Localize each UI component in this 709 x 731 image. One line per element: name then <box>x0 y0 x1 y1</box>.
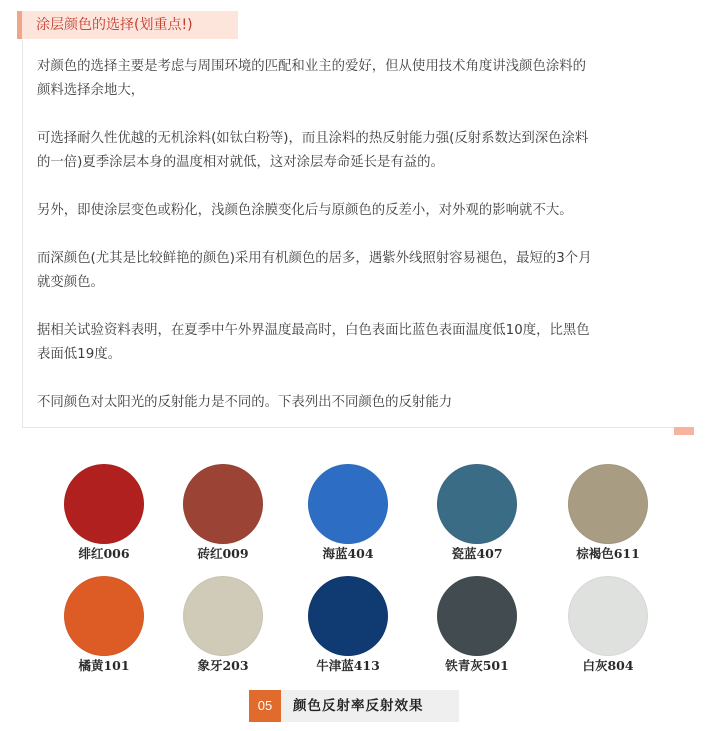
swatch-label: 白灰804 <box>582 658 634 673</box>
color-disc <box>308 464 388 544</box>
color-disc <box>437 576 517 656</box>
paragraph-1: 对颜色的选择主要是考虑与周围环境的匹配和业主的爱好，但从使用技术角度讲浅颜色涂料的 颜料选择余地大， <box>37 59 587 98</box>
swatch-item <box>419 570 539 680</box>
swatch-label: 象牙203 <box>197 658 249 673</box>
swatch-label: 棕褐色611 <box>576 546 640 561</box>
color-disc <box>64 464 144 544</box>
color-disc <box>183 576 263 656</box>
swatch-item <box>550 458 670 568</box>
color-disc <box>568 576 648 656</box>
swatch-item <box>419 458 539 568</box>
paragraph-2: 可选择耐久性优越的无机涂料(如钛白粉等)，而且涂料的热反射能力强(反射系数达到深色涂料 的一倍)夏季涂层本身的温度相对就低，这对涂层寿命延长是有益的。 <box>37 131 589 170</box>
swatch-label: 铁青灰501 <box>445 658 509 673</box>
swatch-label: 牛津蓝413 <box>316 658 380 673</box>
section-heading-text: 涂层颜色的选择(划重点!) <box>36 17 193 33</box>
swatch-item <box>46 458 166 568</box>
color-disc <box>183 464 263 544</box>
banner-number: 05 <box>249 690 281 722</box>
color-disc <box>568 464 648 544</box>
swatch-label: 砖红009 <box>197 546 249 561</box>
banner-title: 颜色反射率反射效果 <box>293 698 424 714</box>
banner-title-block <box>281 690 459 722</box>
swatch-label: 绯红006 <box>78 546 130 561</box>
swatch-item <box>165 570 285 680</box>
color-disc <box>437 464 517 544</box>
section-heading <box>17 11 238 39</box>
swatch-item <box>550 570 670 680</box>
paragraph-4: 而深颜色(尤其是比较鲜艳的颜色)采用有机颜色的居多，遇紫外线照射容易褪色，最短的3个月 就变颜色。 <box>37 251 592 290</box>
paragraph-5: 据相关试验资料表明，在夏季中午外界温度最高时，白色表面比蓝色表面温度低10度，比黑色 表面低19度。 <box>37 323 590 362</box>
swatch-item <box>290 458 410 568</box>
swatch-item <box>165 458 285 568</box>
paragraph-6: 不同颜色对太阳光的反射能力是不同的。下表列出不同颜色的反射能力 <box>37 395 453 410</box>
color-disc <box>308 576 388 656</box>
article-text-box <box>22 40 694 428</box>
swatch-item <box>46 570 166 680</box>
color-disc <box>64 576 144 656</box>
swatch-item <box>290 570 410 680</box>
section-banner <box>249 690 459 722</box>
swatch-label: 瓷蓝407 <box>451 546 503 561</box>
paragraph-3: 另外，即使涂层变色或粉化，浅颜色涂膜变化后与原颜色的反差小，对外观的影响就不大。 <box>37 203 573 218</box>
corner-accent <box>674 427 694 435</box>
swatch-label: 橘黄101 <box>78 658 130 673</box>
swatch-label: 海蓝404 <box>322 546 374 561</box>
color-swatch-panel <box>46 458 666 683</box>
